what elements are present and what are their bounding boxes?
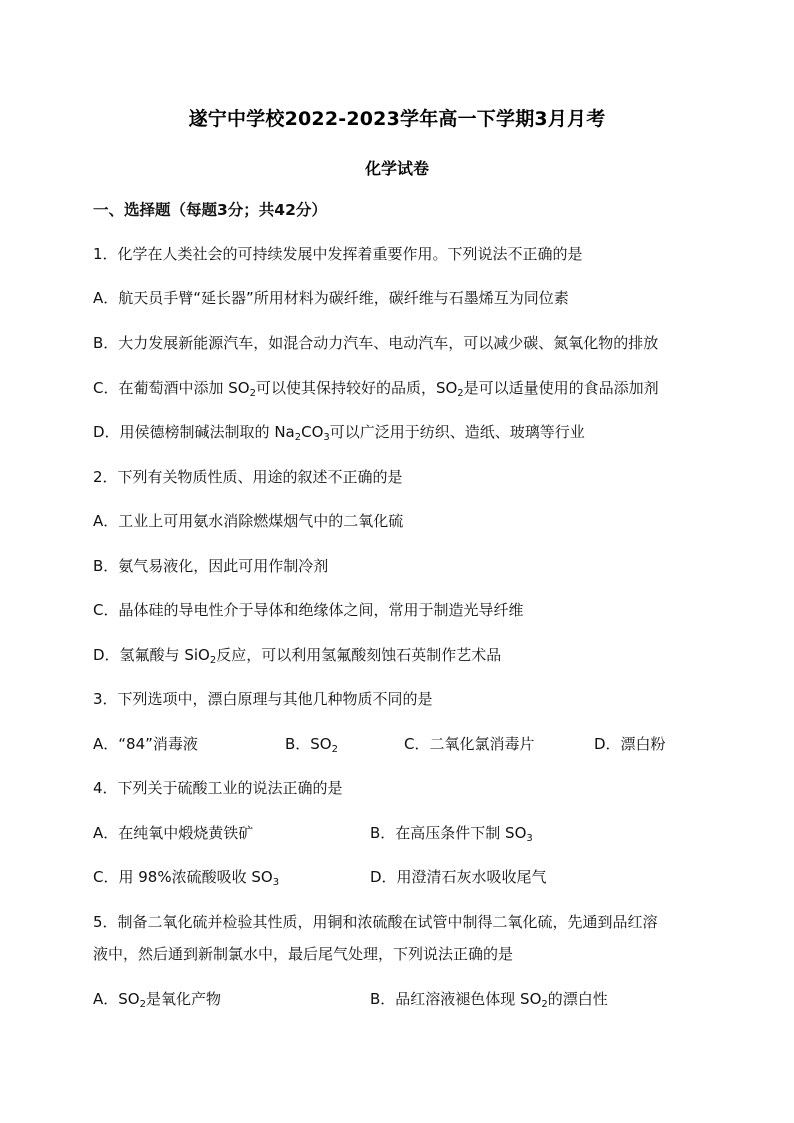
question-4-option-d: D．用澄清石灰水吸收尾气 xyxy=(370,868,547,886)
q1d-mid: CO xyxy=(301,423,324,441)
subscript: 2 xyxy=(139,999,146,1010)
q4b-pre: B．在高压条件下制 SO xyxy=(370,824,527,842)
q2d-pre: D．氢氟酸与 SiO xyxy=(93,646,210,664)
question-2-option-a: A．工业上可用氨水消除燃煤烟气中的二氧化硫 xyxy=(93,512,404,530)
question-3-stem: 3．下列选项中，漂白原理与其他几种物质不同的是 xyxy=(93,690,433,708)
question-1-option-d xyxy=(93,422,585,442)
section-heading: 一、选择题（每题3分；共42分） xyxy=(93,201,327,219)
question-4-stem: 4．下列关于硫酸工业的说法正确的是 xyxy=(93,779,343,797)
q5b-pre: B．品红溶液褪色体现 SO xyxy=(370,990,542,1008)
subscript: 2 xyxy=(294,432,302,443)
q5a-pre: A．SO xyxy=(93,990,140,1008)
question-1-option-b: B．大力发展新能源汽车，如混合动力汽车、电动汽车，可以减少碳、氮氧化物的排放 xyxy=(93,334,659,352)
question-1-option-c xyxy=(93,378,659,398)
question-2-option-b: B．氨气易液化，因此可用作制冷剂 xyxy=(93,557,329,575)
q1d-pre: D．用侯德榜制碱法制取的 Na xyxy=(93,423,295,441)
q1c-pre: C．在葡萄酒中添加 SO xyxy=(93,379,250,397)
q1c-mid: 可以使其保持较好的品质，SO xyxy=(255,379,458,397)
question-2-option-d xyxy=(93,645,501,665)
question-3-option-c: C．二氧化氯消毒片 xyxy=(404,735,535,753)
subscript: 2 xyxy=(249,388,256,399)
question-3-option-b xyxy=(285,734,338,754)
question-5-stem-line-1: 5．制备二氧化硫并检验其性质，用铜和浓硫酸在试管中制得二氧化硫，先通到品红溶 xyxy=(93,913,658,931)
subscript: 2 xyxy=(541,999,548,1010)
q1d-post: 可以广泛用于纺织、造纸、玻璃等行业 xyxy=(329,423,585,441)
question-5-stem-line-2: 液中，然后通到新制氯水中，最后尾气处理，下列说法正确的是 xyxy=(93,945,514,963)
q2d-post: 反应，可以利用氢氟酸刻蚀石英制作艺术品 xyxy=(216,646,502,664)
subscript: 2 xyxy=(209,655,217,666)
subscript: 2 xyxy=(457,388,464,399)
question-3-option-a: A．“84”消毒液 xyxy=(93,735,198,753)
question-2-stem: 2．下列有关物质性质、用途的叙述不正确的是 xyxy=(93,468,403,486)
question-5-option-b xyxy=(370,989,608,1009)
question-5-option-a xyxy=(93,989,221,1009)
page-title: 遂宁中学校2022-2023学年高一下学期3月月考 xyxy=(188,108,606,130)
question-2-option-c: C．晶体硅的导电性介于导体和绝缘体之间，常用于制造光导纤维 xyxy=(93,601,524,619)
q3b-pre: B．SO xyxy=(285,735,332,753)
question-1-option-a: A．航天员手臂“延长器”所用材料为碳纤维，碳纤维与石墨烯互为同位素 xyxy=(93,289,569,307)
question-1-stem: 1．化学在人类社会的可持续发展中发挥着重要作用。下列说法不正确的是 xyxy=(93,245,583,263)
page-subtitle: 化学试卷 xyxy=(364,159,429,178)
question-4-option-a: A．在纯氧中煅烧黄铁矿 xyxy=(93,824,254,842)
subscript: 2 xyxy=(331,744,338,755)
question-4-option-c xyxy=(93,867,279,887)
q5a-post: 是氧化产物 xyxy=(145,990,221,1008)
subscript: 3 xyxy=(272,877,280,888)
q1c-post: 是可以适量使用的食品添加剂 xyxy=(463,379,659,397)
q5b-post: 的漂白性 xyxy=(547,990,608,1008)
question-4-option-b xyxy=(370,823,533,843)
subscript: 3 xyxy=(526,833,533,844)
q4c-pre: C．用 98%浓硫酸吸收 SO xyxy=(93,868,273,886)
question-3-option-d: D．漂白粉 xyxy=(594,735,666,753)
subscript: 3 xyxy=(323,432,330,443)
